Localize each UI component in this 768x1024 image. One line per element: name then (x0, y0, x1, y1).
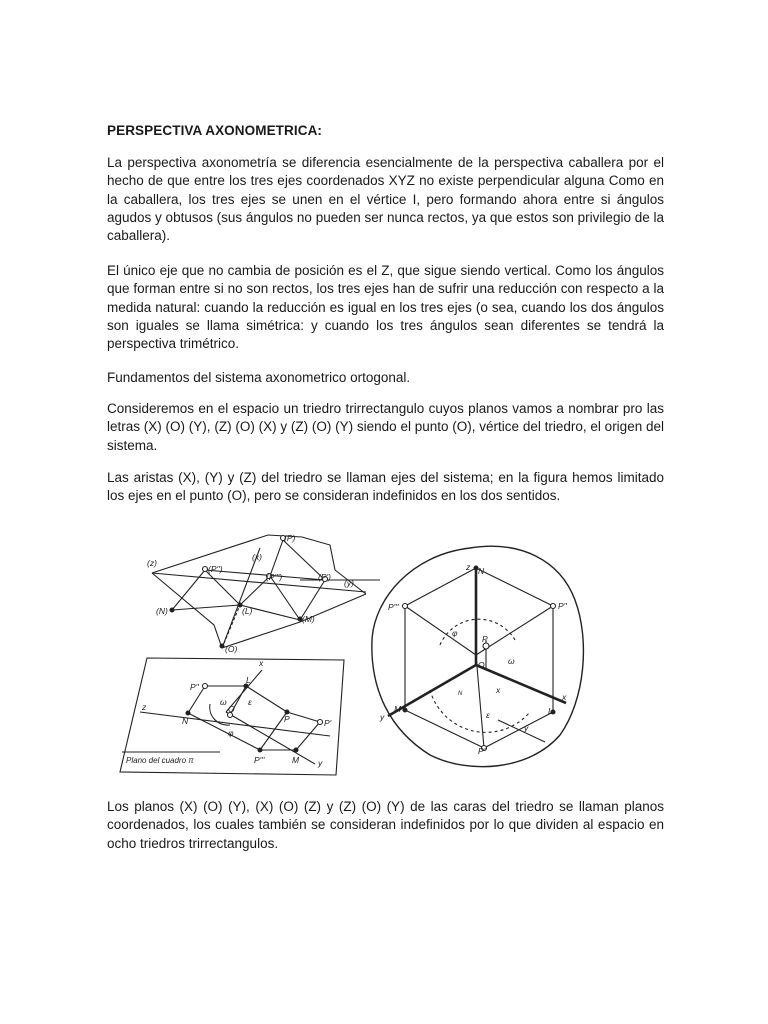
label-bl-p-prime: P' (324, 718, 332, 728)
label-bl-l: L (246, 675, 251, 685)
label-r-epsilon: ε (486, 710, 490, 720)
paragraph-aristas: Las aristas (X), (Y) y (Z) del triedro se llaman ejes del sistema; en la figura hemos limitado los ejes en el punto (O), pero se consideran indefinidos en los dos sentidos. (107, 470, 664, 504)
label-bl-n: N (182, 716, 189, 726)
paragraph-intro: La perspectiva axonometría se diferencia esencialmente de la perspectiva caballera por el hecho de que entre los tres ejes coordenados XYZ no existe perpendicular alguna Como en la caballera, los tres ejes se unen en el vértice I, pero formando ahora entre si ángulos agudos y obtusos (sus ángulos no pueden ser nunca rectos, ya que estos son privilegio de la caballera). (107, 155, 664, 244)
label-x: (x) (252, 552, 262, 562)
label-r-n2: N (458, 691, 463, 697)
label-r-omega: ω (508, 656, 515, 666)
label-r-y: y (380, 712, 385, 722)
label-bl-o: O (228, 704, 235, 714)
label-bl-p-double: P'' (190, 682, 199, 692)
paragraph-z-axis: El único eje que no cambia de posición es el Z, que sigue siendo vertical. Como los ángulos que forman entre si no son rectos, los tres ejes han de sufrir una reducción con respecto a la medida natural: cuando la reducción es igual en los tres ejes (o sea, cuando los dos ángulos son iguales se llama simétrica: y cuando los tres ángulos sean diferentes se tendrá la perspectiva trimétrico. (107, 263, 664, 352)
label-bl-m: M (292, 755, 300, 765)
label-r-y2: y (524, 723, 529, 733)
label-o: (O) (225, 644, 238, 654)
label-bl-y: y (318, 758, 323, 768)
label-bl-z: z (142, 702, 147, 712)
label-r-x: x (562, 692, 567, 702)
label-r-p-prime: P' (478, 746, 486, 756)
trihedron-space-diagram (152, 535, 380, 648)
label-bl-p-triple: P''' (254, 755, 265, 765)
label-r-m: M (394, 704, 402, 714)
label-r-p-triple: P''' (388, 602, 399, 612)
label-m: (M) (302, 614, 315, 624)
label-bl-epsilon: ε (248, 697, 252, 707)
label-y: (y) (344, 578, 354, 588)
label-r-l: L (548, 706, 553, 716)
label-n: (N) (156, 606, 168, 616)
label-bl-caption: Plano del cuadro π (126, 756, 194, 765)
label-r-z: z (466, 562, 471, 572)
paragraph-planos: Los planos (X) (O) (Y), (X) (O) (Z) y (Z) (O) (Y) de las caras del triedro se llaman planos coordenados, los cuales también se consideran indefinidos por lo que dividen al espacio en ocho triedros trirrectangulos. (107, 799, 664, 851)
label-p-prime: (P') (318, 572, 331, 582)
label-r-o: O (478, 660, 485, 670)
label-r-p-double: P'' (558, 601, 567, 611)
document-title: PERSPECTIVA AXONOMETRICA: (107, 123, 323, 138)
paragraph-triedro: Consideremos en el espacio un triedro trirrectangulo cuyos planos vamos a nombrar pro las letras (X) (O) (Y), (Z) (O) (X) y (Z) (O) (Y) siendo el punto (O), vértice del triedro, el origen del sistema. (107, 401, 664, 453)
label-r-x2: x (496, 685, 501, 695)
label-r-p: P (482, 634, 488, 644)
label-bl-x: x (259, 658, 264, 668)
paragraph-fundamentals-heading: Fundamentos del sistema axonometrico ortogonal. (107, 370, 411, 385)
label-bl-phi: φ (228, 728, 234, 738)
label-r-n: N (478, 566, 485, 576)
label-bl-omega: ω (220, 697, 227, 707)
label-l: (L) (242, 606, 253, 616)
label-p-double: (P'') (208, 564, 223, 574)
label-bl-p: P (284, 714, 290, 724)
label-p-triple: (P''') (266, 572, 283, 582)
label-z: (z) (147, 558, 157, 568)
circle-cube-diagram (372, 546, 584, 766)
label-r-phi: φ (452, 628, 458, 638)
label-p: (P) (284, 533, 296, 543)
